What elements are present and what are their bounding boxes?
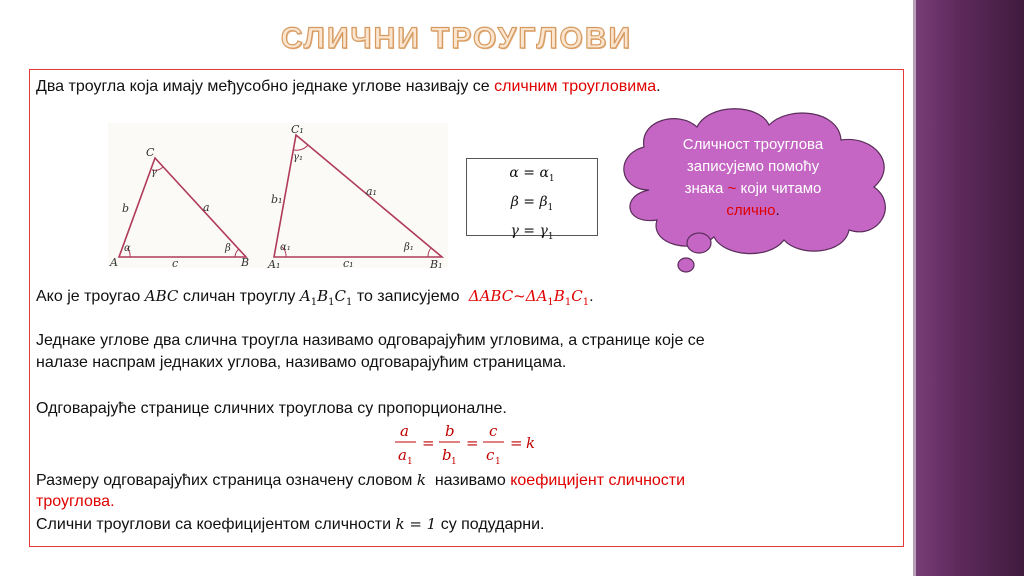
label-a: a	[203, 201, 210, 214]
label-alpha1: α₁	[280, 242, 291, 253]
angle-equalities-box	[466, 158, 598, 242]
congruent-expr: k = 1	[395, 515, 437, 533]
label-beta1: β₁	[404, 242, 414, 253]
svg-text:=: =	[466, 434, 479, 452]
ratio-line-1	[36, 469, 685, 492]
label-c1: c₁	[343, 257, 354, 268]
equality-gamma: $\gamma = \gamma_1$	[510, 222, 554, 242]
similar-end: .	[589, 288, 594, 305]
similar-abc: ABC	[144, 287, 179, 305]
similar-prefix: Ако је троугао	[36, 288, 141, 305]
triangles-svg	[108, 123, 448, 268]
frac-den-a1: a	[398, 446, 407, 464]
corresponding-line-2: налазе наспрам једнаких углова, називамо одговарајућим страницама.	[36, 354, 567, 371]
cloud-line-1: Сличност троуглова	[682, 136, 824, 153]
cloud-line-2: записујемо помоћу	[686, 158, 820, 175]
ratio-k: k	[416, 471, 426, 489]
svg-text:1: 1	[495, 457, 501, 467]
svg-text:1: 1	[407, 457, 413, 467]
label-alpha: α	[124, 243, 131, 254]
equality-alpha: $\alpha = \alpha_1$	[509, 165, 555, 184]
cloud-line-4: слично.	[726, 202, 780, 219]
svg-text:1: 1	[451, 457, 457, 467]
ratio-line-2: троуглова.	[36, 493, 115, 510]
congruent-line	[36, 513, 545, 536]
frac-num-c: c	[489, 422, 498, 440]
frac-k: k	[526, 434, 536, 452]
angle-gamma1-arc	[294, 145, 308, 150]
page-title: СЛИЧНИ ТРОУГЛОВИ	[280, 22, 633, 55]
label-gamma: γ	[151, 167, 157, 178]
cloud-text	[648, 134, 858, 222]
frac-num-a: a	[400, 422, 409, 440]
label-beta: β	[225, 243, 231, 254]
label-B1: B₁	[430, 258, 443, 268]
intro-text	[36, 76, 661, 98]
label-C: C	[146, 146, 155, 159]
angle-beta-arc	[235, 249, 239, 257]
ratio-highlight-1: коефицијент сличности	[510, 472, 686, 489]
triangles-figure	[108, 123, 448, 268]
corresponding-line-1: Једнаке углове два слична троугла називамо одговарајућим угловима, а странице које се	[36, 332, 705, 349]
label-b1: b₁	[271, 193, 283, 206]
svg-text:=: =	[422, 434, 435, 452]
frac-den-c1: c	[486, 446, 495, 464]
cloud-bubble-1	[687, 233, 711, 253]
intro-end: .	[656, 78, 661, 95]
proportional-text: Одговарајуће странице сличних троуглова су пропорционалне.	[36, 400, 507, 417]
label-B: B	[241, 256, 250, 268]
intro-text-plain: Два троугла која имају међусобно једнаке углове називају се	[36, 78, 495, 95]
label-a1: a₁	[366, 185, 377, 198]
intro-highlight: сличним троугловима	[494, 78, 657, 95]
label-A1: A₁	[268, 258, 281, 268]
side-decoration-band	[913, 0, 1024, 576]
label-C1: C₁	[291, 123, 304, 136]
frac-den-b1: b	[442, 446, 452, 464]
similar-mid: сличан троуглу	[182, 288, 296, 305]
congruent-suffix: су подударни.	[440, 516, 545, 533]
label-A: A	[110, 256, 118, 268]
congruent-prefix: Слични троуглови са коефицијентом сличности	[36, 516, 392, 533]
similar-notation: $\Delta ABC\sim\Delta A_1B_1C_1$	[468, 287, 590, 308]
angle-beta1-arc	[428, 248, 431, 257]
cloud-bubble-2	[678, 258, 694, 272]
similarity-line	[36, 285, 594, 314]
ratio-mid: називамо	[434, 472, 506, 489]
similar-a1b1c1: $A_1B_1C_1$	[299, 287, 353, 308]
cloud-line-3: знака ~ који читамо	[684, 180, 822, 197]
frac-num-b: b	[445, 422, 455, 440]
ratio-prefix: Размеру одговарајућих страница означену словом	[36, 472, 413, 489]
equality-beta: $\beta = \beta_1$	[510, 193, 554, 213]
label-c: c	[172, 257, 179, 268]
proportion-equation	[392, 420, 552, 470]
label-b: b	[122, 202, 130, 215]
label-gamma1: γ₁	[293, 152, 303, 163]
svg-text:=: =	[510, 434, 523, 452]
similar-then: то записујемо	[356, 288, 460, 305]
